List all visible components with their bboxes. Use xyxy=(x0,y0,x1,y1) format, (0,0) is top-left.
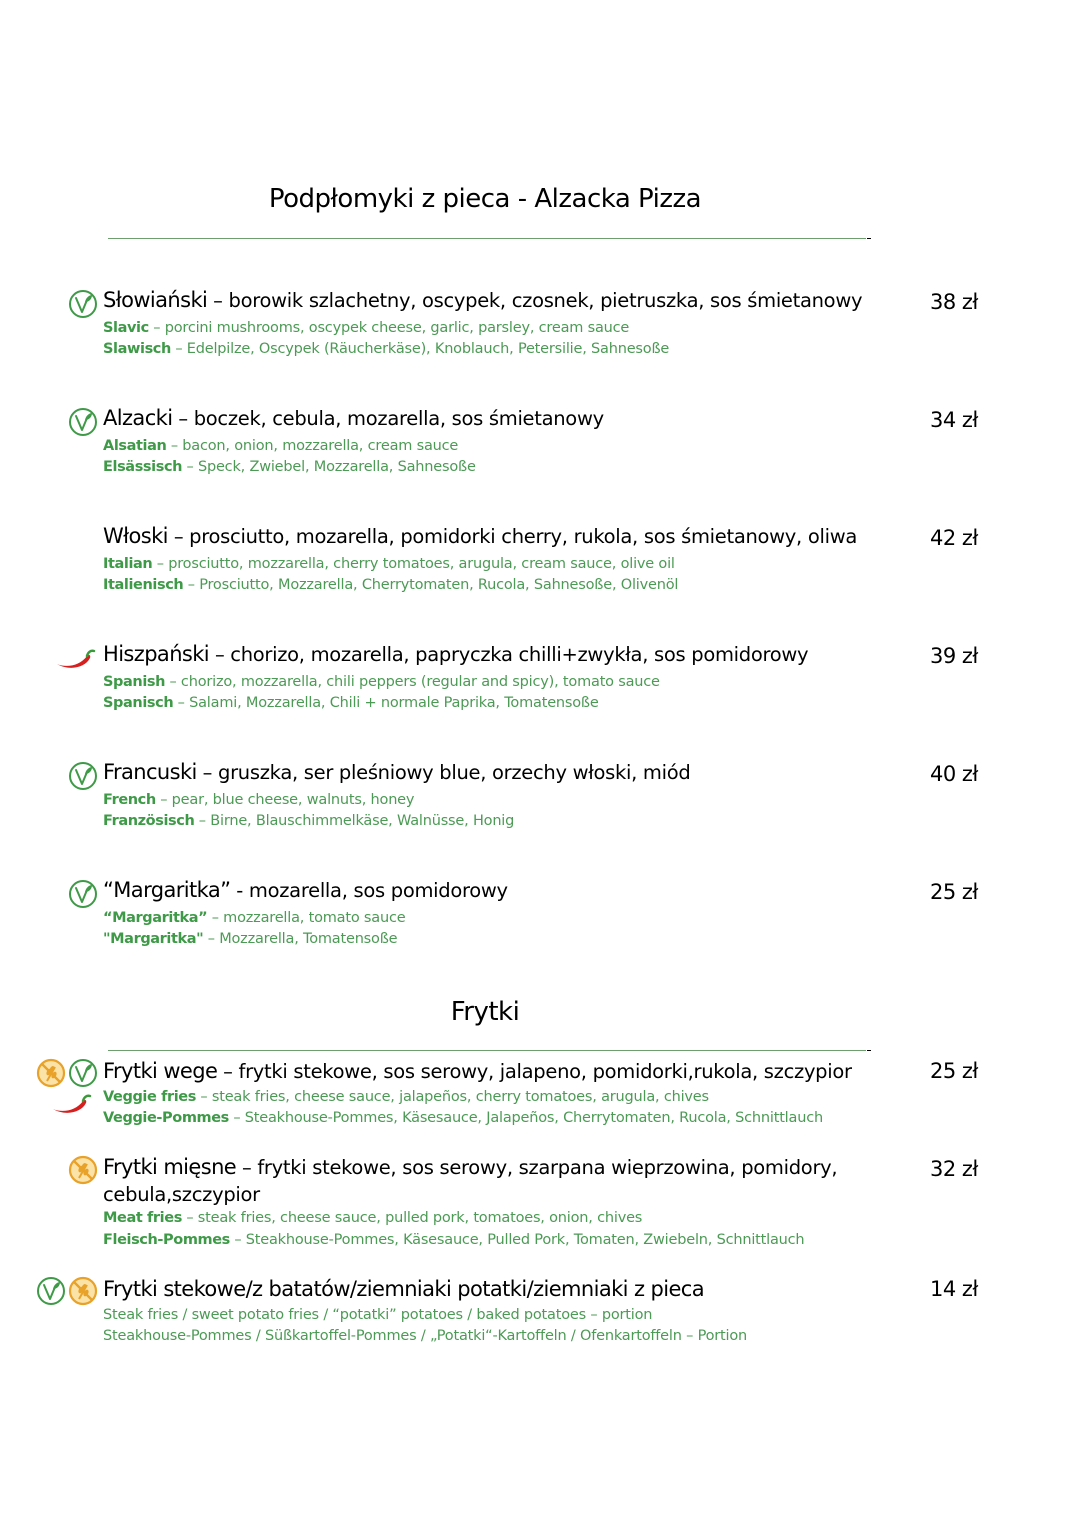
item-english: French – pear, blue cheese, walnuts, honey xyxy=(103,792,415,808)
item-english: Meat fries – steak fries, cheese sauce, pulled pork, tomatoes, onion, chives xyxy=(103,1210,643,1226)
item-title-line: Frytki wege – frytki stekowe, sos serowy, jalapeno, pomidorki,rukola, szczypior xyxy=(103,1059,852,1083)
item-title-line: Hiszpański – chorizo, mozarella, papryczka chilli+zwykła, sos pomidorowy xyxy=(103,642,809,666)
item-title-line: Francuski – gruszka, ser pleśniowy blue, orzechy włoski, miód xyxy=(103,760,691,784)
item-german: Elsässisch – Speck, Zwiebel, Mozzarella, Sahnesoße xyxy=(103,459,476,475)
chili-pepper-icon xyxy=(54,646,96,672)
item-name: Alzacki xyxy=(103,406,173,430)
item-name: Hiszpański xyxy=(103,642,210,666)
item-english: Slavic – porcini mushrooms, oscypek cheese, garlic, parsley, cream sauce xyxy=(103,320,630,336)
item-name: Francuski xyxy=(103,760,197,784)
item-german: Fleisch-Pommes – Steakhouse-Pommes, Käsesauce, Pulled Pork, Tomaten, Zwiebeln, Schnittlauch xyxy=(103,1232,805,1248)
item-english: “Margaritka” – mozzarella, tomato sauce xyxy=(103,910,406,926)
item-german: Französisch – Birne, Blauschimmelkäse, Walnüsse, Honig xyxy=(103,813,515,829)
item-title-line: “Margaritka” - mozarella, sos pomidorowy xyxy=(103,878,508,902)
item-price: 34 zł xyxy=(930,408,978,432)
item-description: boczek, cebula, mozarella, sos śmietanowy xyxy=(193,407,604,430)
item-name: Słowiański xyxy=(103,288,208,312)
item-description: gruszka, ser pleśniowy blue, orzechy włoski, miód xyxy=(218,761,691,784)
item-title-line: Włoski – prosciutto, mozarella, pomidorki cherry, rukola, sos śmietanowy, oliwa xyxy=(103,524,858,548)
vegetarian-icon xyxy=(68,879,98,909)
item-english: Steak fries / sweet potato fries / “potatki” potatoes / baked potatoes – portion xyxy=(103,1307,653,1323)
section-divider xyxy=(108,238,866,239)
section-divider xyxy=(108,1050,866,1051)
item-english: Veggie fries – steak fries, cheese sauce, jalapeños, cherry tomatoes, arugula, chives xyxy=(103,1089,709,1105)
item-german: Slawisch – Edelpilze, Oscypek (Räucherkäse), Knoblauch, Petersilie, Sahnesoße xyxy=(103,341,670,357)
chili-pepper-icon xyxy=(46,1091,96,1117)
item-english: Alsatian – bacon, onion, mozzarella, cream sauce xyxy=(103,438,459,454)
item-name: Frytki wege xyxy=(103,1059,218,1083)
item-german: Spanisch – Salami, Mozzarella, Chili + normale Paprika, Tomatensoße xyxy=(103,695,599,711)
item-name: Frytki stekowe/z batatów/ziemniaki potatki/ziemniaki z pieca xyxy=(103,1277,704,1301)
item-price: 40 zł xyxy=(930,762,978,786)
vegetarian-icon xyxy=(36,1276,66,1306)
item-english: Spanish – chorizo, mozzarella, chili peppers (regular and spicy), tomato sauce xyxy=(103,674,660,690)
item-title-line: Alzacki – boczek, cebula, mozarella, sos śmietanowy xyxy=(103,406,604,430)
item-name: Włoski xyxy=(103,524,168,548)
item-price: 42 zł xyxy=(930,526,978,550)
vegetarian-icon xyxy=(68,407,98,437)
item-description: frytki stekowe, sos serowy, jalapeno, pomidorki,rukola, szczypior xyxy=(238,1060,852,1083)
item-description: chorizo, mozarella, papryczka chilli+zwykła, sos pomidorowy xyxy=(230,643,809,666)
gluten-free-icon xyxy=(68,1155,98,1185)
item-name: “Margaritka” xyxy=(103,878,231,902)
vegetarian-icon xyxy=(68,289,98,319)
item-description: mozarella, sos pomidorowy xyxy=(248,879,508,902)
item-german: Italienisch – Prosciutto, Mozzarella, Cherrytomaten, Rucola, Sahnesoße, Olivenöl xyxy=(103,577,679,593)
vegetarian-icon xyxy=(68,1058,98,1088)
vegetarian-icon xyxy=(68,761,98,791)
item-english: Italian – prosciutto, mozzarella, cherry tomatoes, arugula, cream sauce, olive oil xyxy=(103,556,675,572)
item-title-line xyxy=(103,1277,704,1302)
item-price: 38 zł xyxy=(930,290,978,314)
item-title-line: Słowiański – borowik szlachetny, oscypek, czosnek, pietruszka, sos śmietanowy xyxy=(103,288,863,312)
section-title-pizza: Podpłomyki z pieca - Alzacka Pizza xyxy=(268,184,702,214)
item-title-line: Frytki mięsne – frytki stekowe, sos serowy, szarpana wieprzowina, pomidory, xyxy=(103,1155,838,1179)
item-description: prosciutto, mozarella, pomidorki cherry, rukola, sos śmietanowy, oliwa xyxy=(189,525,858,548)
item-price: 25 zł xyxy=(930,1059,978,1083)
section-title-fries: Frytki xyxy=(450,997,520,1027)
gluten-free-icon xyxy=(36,1058,66,1088)
item-description: borowik szlachetny, oscypek, czosnek, pietruszka, sos śmietanowy xyxy=(228,289,863,312)
item-german: Veggie-Pommes – Steakhouse-Pommes, Käsesauce, Jalapeños, Cherrytomaten, Rucola, Schnittlauch xyxy=(103,1110,823,1126)
item-price: 39 zł xyxy=(930,644,978,668)
item-price: 14 zł xyxy=(930,1277,978,1301)
item-german: Steakhouse-Pommes / Süßkartoffel-Pommes / „Potatki“-Kartoffeln / Ofenkartoffeln – Portion xyxy=(103,1328,748,1344)
item-price: 25 zł xyxy=(930,880,978,904)
item-description-continued: cebula,szczypior xyxy=(103,1183,260,1206)
item-price: 32 zł xyxy=(930,1157,978,1181)
item-name: Frytki mięsne xyxy=(103,1155,237,1179)
item-german: "Margaritka" – Mozzarella, Tomatensoße xyxy=(103,931,398,947)
gluten-free-icon xyxy=(68,1276,98,1306)
item-description: frytki stekowe, sos serowy, szarpana wieprzowina, pomidory, xyxy=(257,1156,838,1179)
